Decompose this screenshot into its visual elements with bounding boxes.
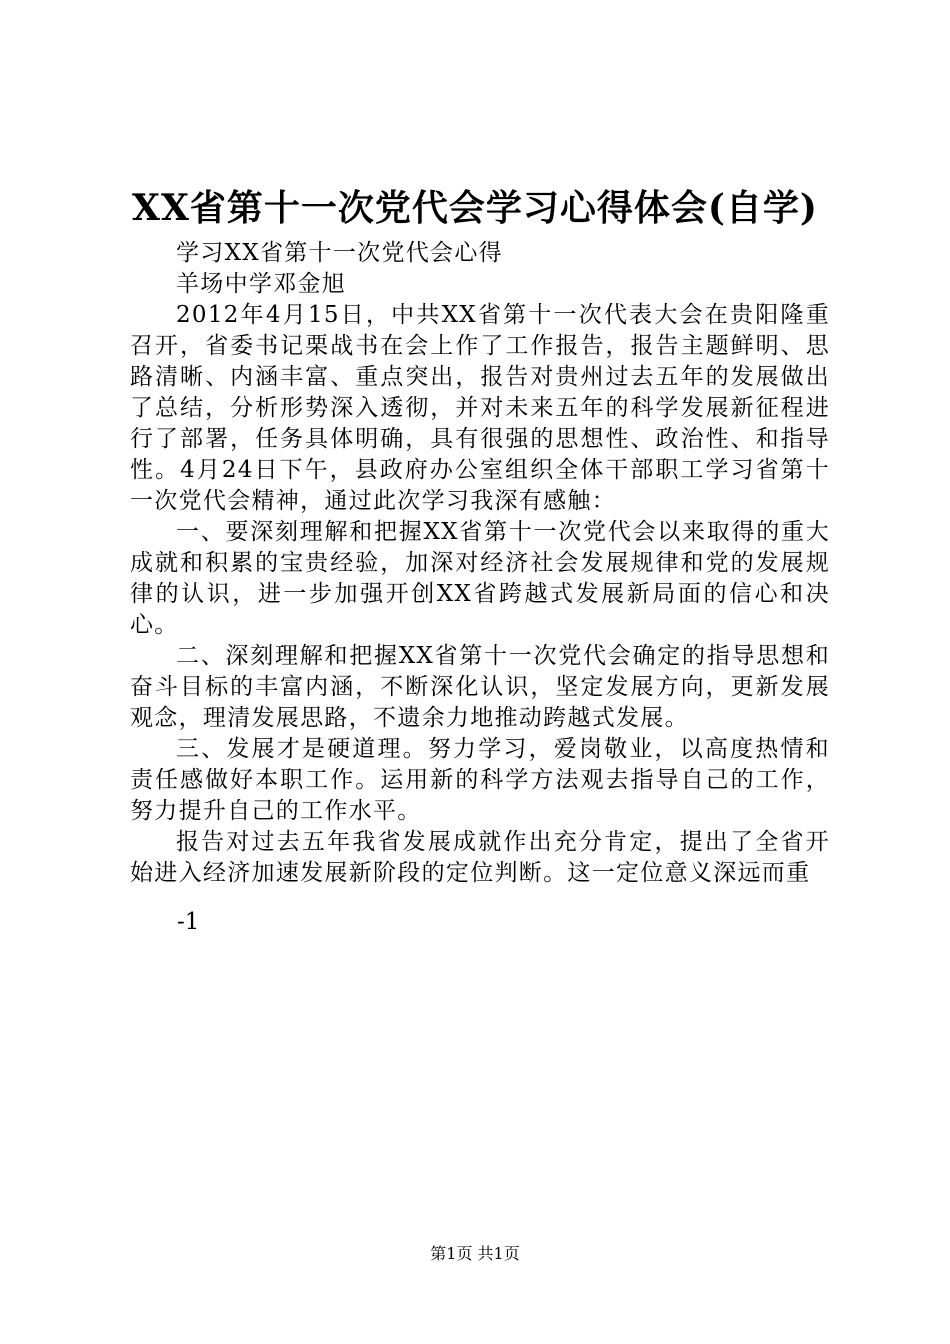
point-two-paragraph: 二、深刻理解和把握XX省第十一次党代会确定的指导思想和奋斗目标的丰富内涵，不断深化认识，坚定发展方向，更新发展观念，理清发展思路，不遗余力地推动跨越式发展。 [130, 643, 830, 731]
subtitle-paragraph: 学习XX省第十一次党代会心得 [176, 240, 503, 266]
document-title: XX省第十一次党代会学习心得体会(自学) [132, 187, 818, 229]
document-body [130, 238, 830, 889]
page-marker: -1 [177, 909, 200, 935]
point-one-paragraph: 一、要深刻理解和把握XX省第十一次党代会以来取得的重大成就和积累的宝贵经验，加深对经济社会发展规律和党的发展规律的认识，进一步加强开创XX省跨越式发展新局面的信心和决心。 [130, 519, 830, 638]
intro-paragraph: 2012年4月15日，中共XX省第十一次代表大会在贵阳隆重召开，省委书记栗战书在会上作了工作报告，报告主题鲜明、思路清晰、内涵丰富、重点突出，报告对贵州过去五年的发展做出了总结，分析形势深入透彻，并对未来五年的科学发展新征程进行了部署，任务具体明确，具有很强的思想性、政治性、和指导性。4月24日下午，县政府办公室组织全体干部职工学习省第十一次党代会精神，通过此次学习我深有感触： [130, 302, 830, 514]
page-footer: 第1页 共1页 [430, 1244, 520, 1263]
author-paragraph: 羊场中学邓金旭 [176, 271, 347, 297]
closing-paragraph: 报告对过去五年我省发展成就作出充分肯定，提出了全省开始进入经济加速发展新阶段的定位判断。这一定位意义深远而重 [130, 829, 830, 886]
point-three-paragraph: 三、发展才是硬道理。努力学习，爱岗敬业，以高度热情和责任感做好本职工作。运用新的科学方法观去指导自己的工作，努力提升自己的工作水平。 [130, 736, 830, 824]
